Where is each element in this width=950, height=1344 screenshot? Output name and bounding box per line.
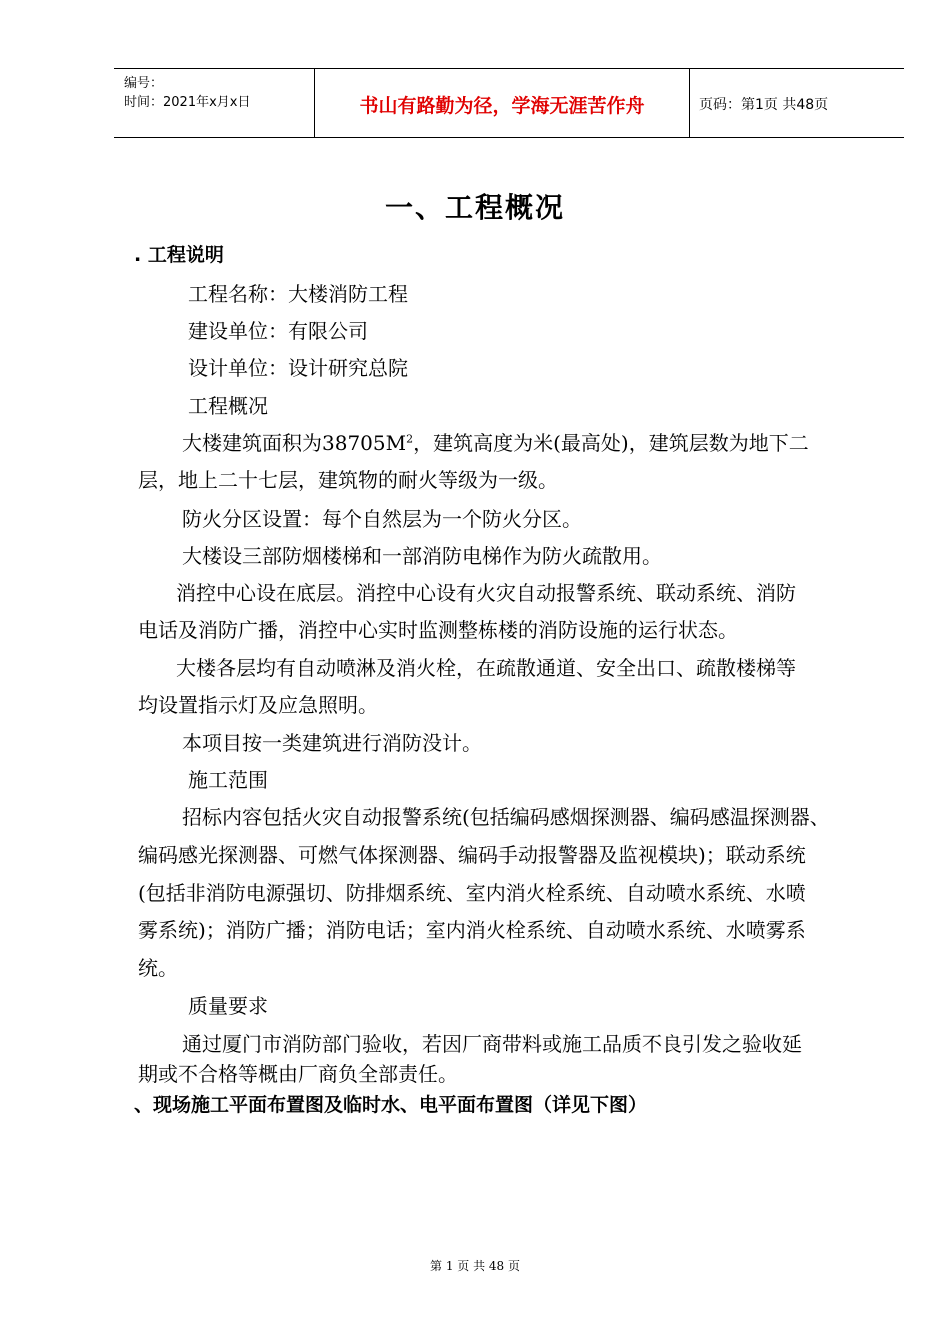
paragraph-line: 大楼设三部防烟楼梯和一部消防电梯作为防火疏散用。: [182, 544, 662, 568]
area-superscript: 2: [406, 432, 414, 446]
header-motto-cell: [314, 69, 690, 137]
document-number-label: 编号：: [124, 76, 164, 91]
section-heading-project-description: . 工程说明: [134, 244, 224, 266]
paragraph-line: 层，地上二十七层，建筑物的耐火等级为一级。: [138, 468, 558, 492]
header-page-cell: [689, 69, 904, 137]
designer-line: 设计单位：设计研究总院: [188, 356, 408, 380]
header-motto: 书山有路勤为径，学海无涯苦作舟: [359, 95, 645, 117]
page-footer: 第 1 页 共 48 页: [430, 1259, 520, 1273]
client-line: 建设单位：有限公司: [188, 319, 368, 343]
paragraph-line: 通过厦门市消防部门验收，若因厂商带料或施工品质不良引发之验收延: [182, 1032, 802, 1056]
paragraph-line: 电话及消防广播，消控中心实时监测整栋楼的消防设施的运行状态。: [138, 618, 738, 642]
header-page-info: 页码：第1页 共48页: [699, 97, 829, 113]
project-name-line: 工程名称：大楼消防工程: [188, 282, 408, 306]
page-title: 一、工程概况: [384, 191, 565, 224]
paragraph-line: 雾系统)；消防广播；消防电话；室内消火栓系统、自动喷水系统、水喷雾系: [138, 918, 806, 942]
overview-subheading: 工程概况: [188, 394, 268, 418]
paragraph-line: 均设置指示灯及应急照明。: [138, 693, 378, 717]
paragraph-line: [182, 427, 809, 456]
paragraph-line: 本项目按一类建筑进行消防没计。: [182, 731, 482, 755]
paragraph-line: (包括非消防电源强切、防排烟系统、室内消火栓系统、自动喷水系统、水喷: [138, 881, 806, 905]
section-heading-site-layout: 、现场施工平面布置图及临时水、电平面布置图（详见下图）: [134, 1094, 648, 1116]
paragraph-line: 招标内容包括火灾自动报警系统(包括编码感烟探测器、编码感温探测器、: [182, 805, 830, 829]
paragraph-line: 编码感光探测器、可燃气体探测器、编码手动报警器及监视模块)；联动系统: [138, 843, 806, 867]
scope-subheading: 施工范围: [188, 768, 268, 792]
page-header: [114, 68, 904, 138]
paragraph-line: 消控中心设在底层。消控中心设有火灾自动报警系统、联动系统、消防: [176, 581, 796, 605]
header-meta-cell: [114, 69, 314, 137]
paragraph-line: 期或不合格等概由厂商负全部责任。: [138, 1062, 458, 1086]
area-text: 大楼建筑面积为38705M: [182, 431, 407, 455]
height-text: ，建筑高度为米(最高处)，建筑层数为地下二: [413, 431, 809, 455]
paragraph-line: 大楼各层均有自动喷淋及消火栓，在疏散通道、安全出口、疏散楼梯等: [176, 656, 796, 680]
paragraph-line: 统。: [138, 956, 178, 980]
document-date-label: 时间：2021年x月x日: [124, 95, 251, 110]
paragraph-line: 防火分区设置：每个自然层为一个防火分区。: [182, 507, 582, 531]
quality-subheading: 质量要求: [188, 994, 268, 1018]
